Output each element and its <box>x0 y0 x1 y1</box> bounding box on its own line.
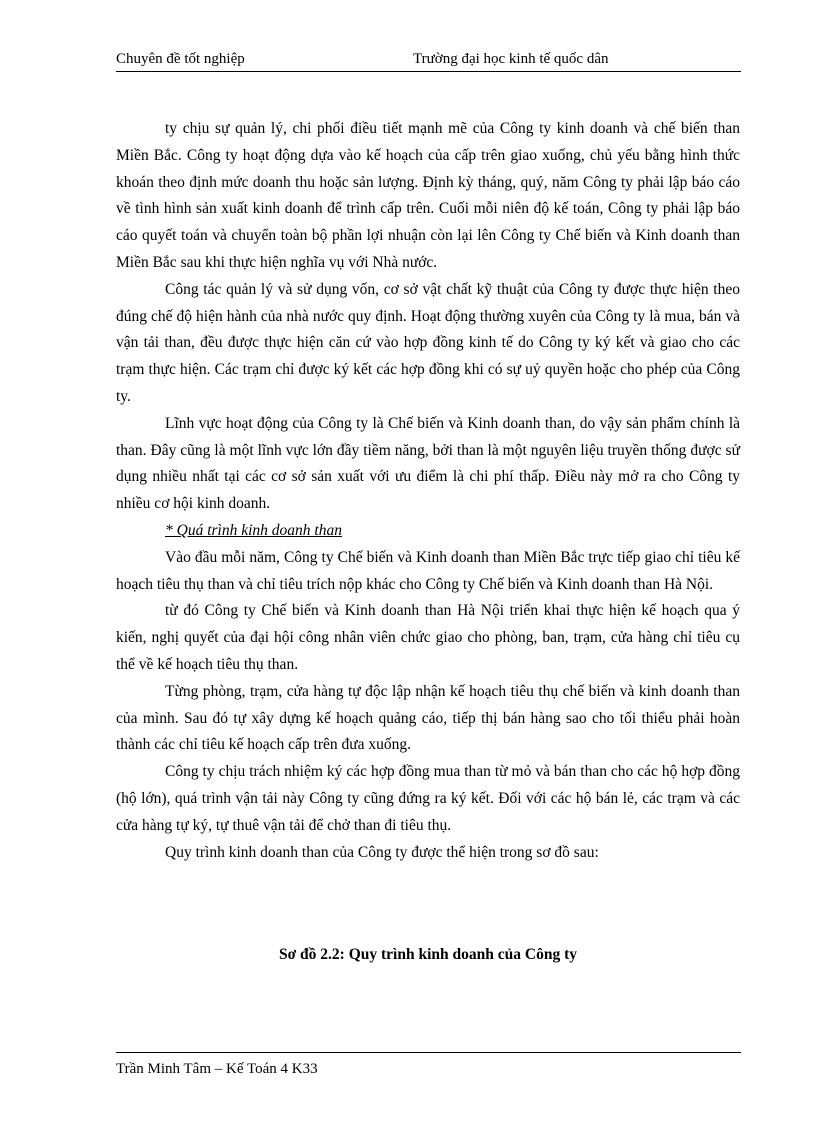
header-right-text: Trường đại học kinh tế quốc dân <box>413 51 609 67</box>
page-header <box>116 49 741 72</box>
paragraph-7: Công ty chịu trách nhiệm ký các hợp đồng mua than từ mỏ và bán than cho các hộ hợp đồng (hộ lớn), quá trình vận tải này Công ty cũng đứng ra ký kết. Đối với các hộ bán lẻ, các trạm và các cửa hàng tự ký, tự thuê vận tải để chở than đi tiêu thụ. <box>116 763 740 834</box>
document-body <box>116 116 740 866</box>
section-title: * Quá trình kinh doanh than <box>165 521 342 539</box>
header-left-text: Chuyên đề tốt nghiệp <box>116 51 245 67</box>
diagram-caption: Sơ đồ 2.2: Quy trình kinh doanh của Công ty <box>278 946 577 963</box>
page-footer: Trần Minh Tâm – Kế Toán 4 K33 <box>116 1052 741 1079</box>
paragraph-1: ty chịu sự quản lý, chi phối điều tiết mạnh mẽ của Công ty kinh doanh và chế biến than Miền Bắc. Công ty hoạt động dựa vào kế hoạch của cấp trên giao xuống, chủ yếu bằng hình thức khoán theo định mức doanh thu hoặc sản lượng. Định kỳ tháng, quý, năm Công ty phải lập báo cáo về tình hình sản xuất kinh doanh để trình cấp trên. Cuối mỗi niên độ kế toán, Công ty phải lập báo cáo quyết toán và chuyển toàn bộ phần lợi nhuận còn lại lên Công ty Chế biến và Kinh doanh than Miền Bắc sau khi thực hiện nghĩa vụ với Nhà nước. <box>116 120 740 271</box>
paragraph-8: Quy trình kinh doanh than của Công ty được thể hiện trong sơ đồ sau: <box>165 843 599 861</box>
paragraph-5: từ đó Công ty Chế biến và Kinh doanh than Hà Nội triển khai thực hiện kế hoạch qua ý kiến, nghị quyết của đại hội công nhân viên chức giao cho phòng, ban, trạm, cửa hàng chỉ tiêu cụ thể về kế hoạch tiêu thụ than. <box>116 602 740 673</box>
paragraph-3: Lĩnh vực hoạt động của Công ty là Chế biến và Kinh doanh than, do vậy sản phẩm chính là than. Đây cũng là một lĩnh vực lớn đầy tiềm năng, bởi than là một nguyên liệu truyền thống được sử dụng nhiều nhất tại các cơ sở sản xuất với ưu điểm là chi phí thấp. Điều này mở ra cho Công ty nhiều cơ hội kinh doanh. <box>116 414 740 513</box>
paragraph-6: Từng phòng, trạm, cửa hàng tự độc lập nhận kế hoạch tiêu thụ chế biến và kinh doanh than của mình. Sau đó tự xây dựng kế hoạch quảng cáo, tiếp thị bán hàng sao cho tối thiểu phải hoàn thành các chỉ tiêu kế hoạch cấp trên đưa xuống. <box>116 682 740 754</box>
section-heading <box>116 518 740 545</box>
paragraph-2: Công tác quản lý và sử dụng vốn, cơ sở vật chất kỹ thuật của Công ty được thực hiện theo đúng chế độ hiện hành của nhà nước quy định. Hoạt động thường xuyên của Công ty là mua, bán và vận tải than, đều được thực hiện căn cứ vào hợp đồng kinh tế do Công ty ký kết và giao cho các trạm thực hiện. Các trạm chỉ được ký kết các hợp đồng khi có sự uỷ quyền hoặc cho phép của Công ty. <box>116 280 740 405</box>
paragraph-4: Vào đầu mỗi năm, Công ty Chế biến và Kinh doanh than Miền Bắc trực tiếp giao chỉ tiêu kế hoạch tiêu thụ than và chỉ tiêu trích nộp khác cho Công ty Chế biến và Kinh doanh than Hà Nội. <box>116 548 740 593</box>
